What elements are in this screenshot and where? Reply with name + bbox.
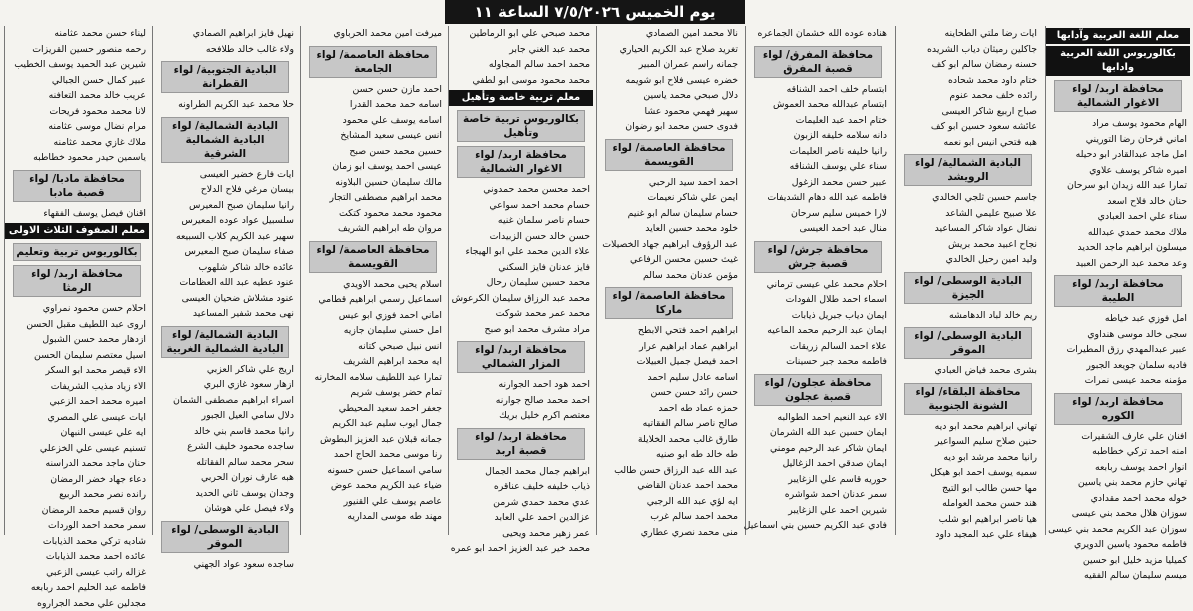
candidate-name: بيسان مرغي فلاح الدلاح xyxy=(153,182,297,198)
column-1 xyxy=(1045,26,1190,535)
district-heading: محافظة العاصمة/ لواء القويسمة xyxy=(605,139,733,171)
candidate-name: وعد محمد عبد الرحمن العبيد xyxy=(1046,256,1190,272)
candidate-name: رحمه منصور حسين القريزات xyxy=(5,42,149,58)
candidate-name: الاء قيصر محمد ابو السكر xyxy=(5,363,149,379)
candidate-name: ايات رضا ملتي الطحاينه xyxy=(896,26,1040,42)
category-heading: معلم اللغة العربية وآدابها xyxy=(1046,28,1190,44)
candidate-name: ملاك محمد حمدي عبدالله xyxy=(1046,225,1190,241)
candidate-name: ايمان شاكر عبد الرحيم مومني xyxy=(746,441,890,457)
district-heading: بكالوريوس تربية خاصة وتأهيل xyxy=(457,110,585,142)
candidate-name: اميره محمد احمد الزعبي xyxy=(5,394,149,410)
candidate-name: اقنان فيصل يوسف الفقهاء xyxy=(5,206,149,222)
candidate-name: حسام محمد احمد سواعي xyxy=(449,198,593,214)
candidate-name: مؤمنه محمد عيسى نمرات xyxy=(1046,373,1190,389)
candidate-name: ايه محمد ابراهيم الشريف xyxy=(301,354,445,370)
candidate-name: عمر زهير محمد ويحيى xyxy=(449,526,593,542)
candidate-name: الاء زياد مذيب الشريفات xyxy=(5,379,149,395)
candidate-name: سامي اسماعيل حسن حسونه xyxy=(301,463,445,479)
candidate-name: مالك سليمان حسين البلاونه xyxy=(301,175,445,191)
candidate-name: جاكلين رميثان دياب الشريده xyxy=(896,42,1040,58)
candidate-name: محمد عبد الرزاق سليمان الكرعوش xyxy=(449,291,593,307)
candidate-name: وجدان يوسف ثاني الحديد xyxy=(153,486,297,502)
candidate-name: اروى عبد اللطيف مقبل الحسن xyxy=(5,317,149,333)
candidate-name: سجى خالد موسى هنداوي xyxy=(1046,327,1190,343)
candidate-name: ملاك غازي محمد عثامنه xyxy=(5,135,149,151)
candidate-name: خوله محمد احمد مقدادي xyxy=(1046,491,1190,507)
column-5 xyxy=(448,26,593,535)
candidate-name: ميسم سليمان سالم الفقيه xyxy=(1046,568,1190,584)
candidate-name: اريج علي شاكر العزبي xyxy=(153,362,297,378)
candidate-name: صفاء سليمان صبح المعيرس xyxy=(153,244,297,260)
district-heading: محافظة مادبا/ لواء قصبة مادبا xyxy=(13,170,141,202)
candidate-name: تسنيم عيسى علي الخزعلي xyxy=(5,441,149,457)
district-heading: البادية الجنوبية/ لواء القطرانة xyxy=(161,61,289,93)
candidate-name: تغريد صلاح عبد الكريم الحياري xyxy=(597,42,741,58)
candidate-name: فادي عبد الكريم حسين بني اسماعيل xyxy=(746,518,890,534)
candidate-name: اسامه عادل سليم احمد xyxy=(597,370,741,386)
candidate-name: ازدهار محمد حسن الشبول xyxy=(5,332,149,348)
candidate-name: رانيا محمد قاسم بني خالد xyxy=(153,424,297,440)
district-heading: محافظة اربد/ لواء الرمثا xyxy=(13,265,141,297)
candidate-name: مراد مشرف محمد ابو صبح xyxy=(449,322,593,338)
district-heading: محافظة اربد/ لواء الطيبة xyxy=(1054,275,1182,307)
candidate-name: رانيا محمد مرشد ابو ديه xyxy=(896,450,1040,466)
candidate-name: محمد احمد سالم غرب xyxy=(597,509,741,525)
candidate-name: عبير كمال حسن الجبالي xyxy=(5,73,149,89)
candidate-name: اسلام يحيى محمد الاويدي xyxy=(301,277,445,293)
district-heading: محافظة العاصمة/ لواء الجامعة xyxy=(309,46,437,78)
candidate-name: تمام حضر يوسف شريم xyxy=(301,385,445,401)
candidate-name: ابتسام عبدالله محمد العموش xyxy=(746,97,890,113)
candidate-name: عنود عطيه عبد الله العظامات xyxy=(153,275,297,291)
candidate-name: احمد احمد سيد الرحبي xyxy=(597,175,741,191)
candidate-name: عبد الله عبد الرزاق حسن طالب xyxy=(597,463,741,479)
category-heading: معلم تربية خاصة وتأهيل xyxy=(449,90,593,106)
candidate-name: كميليا مزيد خليل ابو حسين xyxy=(1046,553,1190,569)
candidate-name: غزاله راتب عيسى الزعبي xyxy=(5,565,149,581)
candidate-name: روان قسيم محمد الرمضان xyxy=(5,503,149,519)
candidate-name: خضره عيسى فلاح ابو شويمه xyxy=(597,73,741,89)
candidate-name: انس عيسى سعيد المشايخ xyxy=(301,128,445,144)
candidate-name: ايات فارع خضير العيسى xyxy=(153,167,297,183)
candidate-name: محمد حسين سليمان رحال xyxy=(449,275,593,291)
candidate-name: ختام داود محمد شحاده xyxy=(896,73,1040,89)
district-heading: البادية الوسطى/ لواء الموقر xyxy=(161,521,289,553)
candidate-name: حسين محمد حسن صبح xyxy=(301,144,445,160)
candidate-name: الهام محمود يوسف مراد xyxy=(1046,116,1190,132)
candidate-name: جعفر احمد سعيد المحيطي xyxy=(301,401,445,417)
candidate-name: محمود محمد محمود كتكت xyxy=(301,206,445,222)
district-heading: محافظة عجلون/ لواء قصبة عجلون xyxy=(754,374,882,406)
district-heading: محافظة اربد/ لواء الاغوار الشمالية xyxy=(457,146,585,178)
candidate-name: حسام سليمان سالم ابو غنيم xyxy=(597,206,741,222)
candidate-name: سناء علي يوسف الشناقه xyxy=(746,159,890,175)
candidate-name: مجدلين علي محمد الجراروه xyxy=(5,596,149,611)
district-heading: البادية الشمالية/ لواء البادية الشمالية الشرقية xyxy=(161,117,289,163)
candidate-name: علاء احمد السالم زريقات xyxy=(746,339,890,355)
candidate-name: احمد مازن حسن حسن xyxy=(301,82,445,98)
column-3 xyxy=(745,26,890,535)
candidate-name: لانا محمد محمود فريحات xyxy=(5,104,149,120)
candidate-name: رنا موسى محمد الحاج احمد xyxy=(301,447,445,463)
candidate-name: هبه فتحي انيس ابو نعمه xyxy=(896,135,1040,151)
candidate-name: ليناء حسن محمد عثامنه xyxy=(5,26,149,42)
candidate-name: حنان ماجد محمد الدراسنه xyxy=(5,456,149,472)
candidate-name: دانه سلامه خليفه الزبون xyxy=(746,128,890,144)
candidate-name: احمد هود احمد الجوارنه xyxy=(449,377,593,393)
district-heading: محافظة اربد/ لواء المزار الشمالي xyxy=(457,341,585,373)
candidate-name: دلال صبحي محمد ياسين xyxy=(597,88,741,104)
candidate-name: حسن رائد حسن حسن xyxy=(597,385,741,401)
candidate-name: اسماعيل رسمي ابراهيم قطامي xyxy=(301,292,445,308)
candidate-name: منى محمد نصري عطاري xyxy=(597,525,741,541)
candidate-name: اسراء ابراهيم مصطفى الشمان xyxy=(153,393,297,409)
page-title: يوم الخميس ٧/٥/٢٠٢٦ الساعة ١١ xyxy=(445,0,745,24)
candidate-name: صالح ناصر سالم الفقاتيه xyxy=(597,416,741,432)
candidate-name: سناء علي احمد العبادي xyxy=(1046,209,1190,225)
candidate-name: اسيل معتصم سليمان الحسن xyxy=(5,348,149,364)
district-heading: محافظة اربد/ لواء قصبة اربد xyxy=(457,428,585,460)
column-6 xyxy=(300,26,445,535)
column-4 xyxy=(596,26,741,535)
column-8 xyxy=(4,26,149,535)
candidate-name: اسامه يوسف علي محمود xyxy=(301,113,445,129)
candidate-name: مروان طه ابراهيم الشريف xyxy=(301,221,445,237)
candidate-name: لارا خميس سليم سرحان xyxy=(746,206,890,222)
district-heading: محافظة العاصمة/ لواء ماركا xyxy=(605,287,733,319)
candidate-name: حمزه عماد طه احمد xyxy=(597,401,741,417)
district-heading: البادية الشمالية/ لواء البادية الشمالية الغربية xyxy=(161,326,289,358)
candidate-name: غيث حسين محسن الرفاعي xyxy=(597,252,741,268)
candidate-name: دلال سامي العيل الجبور xyxy=(153,408,297,424)
candidate-name: ولاء فيصل علي هوشان xyxy=(153,501,297,517)
candidate-name: سوزان هلال محمد بني عيسى xyxy=(1046,506,1190,522)
candidate-name: عبد الرؤوف ابراهيم جهاد الخصيلات xyxy=(597,237,741,253)
candidate-name: عبير حسن محمد الزغول xyxy=(746,175,890,191)
column-7 xyxy=(152,26,297,535)
candidate-name: حسام ناصر سلمان غنيه xyxy=(449,213,593,229)
candidate-name: سميه يوسف احمد ابو هيكل xyxy=(896,465,1040,481)
candidate-name: حوريه قاسم علي الزغايبر xyxy=(746,472,890,488)
candidate-name: ايمان دياب جبريل ذيابات xyxy=(746,308,890,324)
candidate-name: هيفاء علي عبد المجيد داود xyxy=(896,527,1040,543)
candidate-name: رانده نصر محمد الربيع xyxy=(5,487,149,503)
candidate-name: شيرين عبد الحميد يوسف الخطيب xyxy=(5,57,149,73)
candidate-name: عزالدين احمد علي العابد xyxy=(449,510,593,526)
candidate-name: تمارا عبد الله زيدان ابو سرحان xyxy=(1046,178,1190,194)
district-heading: محافظة جرش/ لواء قصبة جرش xyxy=(754,241,882,273)
candidate-name: شاديه تركي محمد الذيابات xyxy=(5,534,149,550)
district-heading: محافظة اربد/ لواء الكوره xyxy=(1054,393,1182,425)
candidate-name: ابراهيم عماد ابراهيم عرار xyxy=(597,339,741,355)
candidate-name: افنان علي عارف الشقيرات xyxy=(1046,429,1190,445)
candidate-name: ياسمين حيدر محمود خطاطبه xyxy=(5,150,149,166)
candidate-name: محمد عمر محمد شوكت xyxy=(449,306,593,322)
candidate-name: جاسم حسين ثلجي الخالدي xyxy=(896,190,1040,206)
candidate-name: عائشه سعود حسين ابو كف xyxy=(896,119,1040,135)
candidate-name: انوار احمد يوسف ربابعه xyxy=(1046,460,1190,476)
candidate-name: وليد امين رحيل الخالدي xyxy=(896,252,1040,268)
candidate-name: احمد محسن محمد حمدوني xyxy=(449,182,593,198)
candidate-name: فدوى حسن محمد ابو رضوان xyxy=(597,119,741,135)
candidate-name: ايات عيسى علي المصري xyxy=(5,410,149,426)
candidate-name: تمارا عبد اللطيف سلامه المخارنه xyxy=(301,370,445,386)
district-heading: محافظة البلقاء/ لواء الشونة الجنوبية xyxy=(904,383,1032,415)
candidate-name: احلام حسن محمود نمراوي xyxy=(5,301,149,317)
candidate-name: سحر محمد سالم الفقاتله xyxy=(153,455,297,471)
candidate-name: نهى محمد شفير المساعيد xyxy=(153,306,297,322)
candidate-name: ايمن علي شاكر نعيمات xyxy=(597,190,741,206)
candidate-name: ولاء غالب خالد طلافحه xyxy=(153,42,297,58)
candidate-name: محمد خير عبد العزيز احمد ابو عمره xyxy=(449,541,593,557)
candidate-name: اماني فرحان رضا التوريني xyxy=(1046,132,1190,148)
candidate-name: محمد محمود موسى ابو لطفي xyxy=(449,73,593,89)
candidate-name: علاء الدين محمد علي ابو الهيجاء xyxy=(449,244,593,260)
candidate-name: معتصم اكرم خليل بريك xyxy=(449,408,593,424)
district-heading: محافظة المفرق/ لواء قصبة المفرق xyxy=(754,46,882,78)
candidate-name: جمانه راسم عمران المبير xyxy=(597,57,741,73)
candidate-name: سهير عبد الكريم كلاب السبيعه xyxy=(153,229,297,245)
candidate-name: نجاح اعبيد محمد بريش xyxy=(896,237,1040,253)
district-heading: محافظة اربد/ لواء الاغوار الشمالية xyxy=(1054,80,1182,112)
candidate-name: جمال ايوب سليم عبد الكريم xyxy=(301,416,445,432)
candidate-name: سمر محمد احمد الوردات xyxy=(5,518,149,534)
candidate-name: اميره شاكر يوسف علاوي xyxy=(1046,163,1190,179)
candidate-name: احمد محمد صالح جوارنه xyxy=(449,393,593,409)
candidate-name: رانيا خليفه ناصر العليمات xyxy=(746,144,890,160)
candidate-name: فاديه سلمان جويعد الجبور xyxy=(1046,358,1190,374)
candidate-name: هناده عوده الله خشمان الجماعره xyxy=(746,26,890,42)
candidate-name: امل ماجد عبدالقادر ابو دحيله xyxy=(1046,147,1190,163)
candidate-name: سوزان عبد الكريم محمد بني عيسى xyxy=(1046,522,1190,538)
candidate-name: اسامه حمد محمد القدرا xyxy=(301,97,445,113)
candidate-name: امنه احمد تركي خطاطبه xyxy=(1046,444,1190,460)
candidate-name: فاطمه عبد الله دهام الشديفات xyxy=(746,190,890,206)
candidate-name: ايمان حسين عبد الله الشرمان xyxy=(746,425,890,441)
district-heading: بكالوريوس تربية وتعليم xyxy=(13,243,141,261)
candidate-name: محمد احمد سالم المجاوله xyxy=(449,57,593,73)
candidate-name: تهاني ابراهيم محمد ابو ديه xyxy=(896,419,1040,435)
candidate-name: حسن خالد حسن الزبيدات xyxy=(449,229,593,245)
candidate-name: شيرين احمد علي الزغايبر xyxy=(746,503,890,519)
candidate-name: منال عبد احمد العيسى xyxy=(746,221,890,237)
candidate-name: عائده احمد محمد الذيابات xyxy=(5,549,149,565)
candidate-name: محمد صبحي علي ابو الرماطين xyxy=(449,26,593,42)
candidate-name: انس نبيل صبحي كتانه xyxy=(301,339,445,355)
candidate-name: خلود محمد حسين العايد xyxy=(597,221,741,237)
candidate-name: حنان خالد فلاح اسعد xyxy=(1046,194,1190,210)
candidate-name: ايمان عبد الرحيم محمد الماعيه xyxy=(746,323,890,339)
candidate-name: ختام احمد عبد العليمات xyxy=(746,113,890,129)
candidate-name: نالا محمد امين الصمادي xyxy=(597,26,741,42)
candidate-name: عدي محمد حمدي شرمن xyxy=(449,495,593,511)
candidate-name: فايز عدنان فايز السكني xyxy=(449,260,593,276)
candidate-name: عريب خالد محمد التعافنه xyxy=(5,88,149,104)
candidate-name: ذياب خليفه خليف عناقره xyxy=(449,479,593,495)
candidate-name: مرام نضال موسى عثامنه xyxy=(5,119,149,135)
candidate-name: اماني احمد فوزي ابو عيس xyxy=(301,308,445,324)
candidate-name: حلا محمد عبد الكريم الطراونه xyxy=(153,97,297,113)
candidate-name: مهند طه موسى المداريه xyxy=(301,509,445,525)
candidate-name: ضياء عبد الكريم محمد عوض xyxy=(301,478,445,494)
candidate-name: ازهار سعود غازي البري xyxy=(153,377,297,393)
candidate-name: جمانه قبلان عبد العزيز البطوش xyxy=(301,432,445,448)
candidate-name: رائده خلف محمد عنوم xyxy=(896,88,1040,104)
district-heading: البادية الوسطى/ لواء الموقر xyxy=(904,327,1032,359)
candidate-name: حسنه رمضان سالم ابو كف xyxy=(896,57,1040,73)
candidate-name: ميسلون ابراهيم ماجد الحديد xyxy=(1046,240,1190,256)
candidate-name: ساجده سعود عواد الجهني xyxy=(153,557,297,573)
candidate-name: الاء عبد النعيم احمد الطوالبه xyxy=(746,410,890,426)
candidate-name: ميرفت امين محمد الحرباوي xyxy=(301,26,445,42)
candidate-name: محمد ابراهيم مصطفى التجار xyxy=(301,190,445,206)
district-heading: البادية الوسطى/ لواء الجيزة xyxy=(904,272,1032,304)
category-heading: بكالوريوس اللغة العربية وادابها xyxy=(1046,46,1190,76)
candidate-name: هبه عارف نوران الحربي xyxy=(153,470,297,486)
candidate-name: صباح اربيع شاكر العيسى xyxy=(896,104,1040,120)
candidate-name: سلسبيل عواد عوده المعيرس xyxy=(153,213,297,229)
candidate-name: حنين صلاح سليم السواعير xyxy=(896,434,1040,450)
candidate-name: سمر عدنان احمد شواشره xyxy=(746,487,890,503)
candidate-name: هند حسن محمد العوامله xyxy=(896,496,1040,512)
candidate-name: احلام محمد علي عيسى ترماني xyxy=(746,277,890,293)
candidate-name: فاطمه محمد جبر حسينات xyxy=(746,354,890,370)
candidate-name: امل فوزي عبد خياطه xyxy=(1046,311,1190,327)
candidate-name: عبير عبدالمهدي رزق المطيرات xyxy=(1046,342,1190,358)
candidate-name: ابراهيم جمال محمد الجمال xyxy=(449,464,593,480)
candidate-name: فاطمه عبد الحليم احمد ربابعه xyxy=(5,580,149,596)
candidate-name: تهاني حازم محمد بني ياسين xyxy=(1046,475,1190,491)
candidate-name: ايه لؤي عبد الله الرجبي xyxy=(597,494,741,510)
candidate-name: طه خالد طه ابو صنيه xyxy=(597,447,741,463)
candidate-name: ايمان صدقي احمد الزغاليل xyxy=(746,456,890,472)
candidate-name: نضال عواد شاكر المساعيد xyxy=(896,221,1040,237)
candidate-name: ريم خالد لباد الدهامشه xyxy=(896,308,1040,324)
candidate-name: عاصم يوسف علي القنيور xyxy=(301,494,445,510)
candidate-name: بشرى محمد فياض العبادي xyxy=(896,363,1040,379)
candidate-name: عيسى احمد يوسف ابو زمان xyxy=(301,159,445,175)
candidate-name: عائده خالد شاكر شلهوب xyxy=(153,260,297,276)
candidate-name: امل حسني سليمان جازيه xyxy=(301,323,445,339)
candidate-name: سهير فهمي محمود عشا xyxy=(597,104,741,120)
candidate-name: طارق غالب محمد الخلايلة xyxy=(597,432,741,448)
candidate-name: اسماء احمد طلال الفودات xyxy=(746,292,890,308)
candidate-name: مها حسن طالب ابو التيج xyxy=(896,481,1040,497)
candidate-name: نهيل فايز ابراهيم الصمادي xyxy=(153,26,297,42)
category-heading: معلم الصفوف الثلاث الاولى xyxy=(5,223,149,239)
candidate-name: مؤمن عدنان محمد سالم xyxy=(597,268,741,284)
candidate-name: هيا ناصر ابراهيم ابو شلب xyxy=(896,512,1040,528)
candidate-name: محمد احمد عدنان القاضي xyxy=(597,478,741,494)
candidate-name: احمد فيصل جميل العبيلات xyxy=(597,354,741,370)
candidate-name: رانيا سليمان صبح المعيرس xyxy=(153,198,297,214)
candidate-name: علا صبيح عليمي الشاعد xyxy=(896,206,1040,222)
candidate-name: ساجده محمود خليف الشرع xyxy=(153,439,297,455)
district-heading: محافظة العاصمة/ لواء القويسمة xyxy=(309,241,437,273)
candidate-name: عنود مشلاش ضحيان العيسى xyxy=(153,291,297,307)
district-heading: البادية الشمالية/ لواء الرويشد xyxy=(904,154,1032,186)
column-2 xyxy=(895,26,1040,535)
candidate-name: محمد عبد الغني جابر xyxy=(449,42,593,58)
candidate-name: ابتسام خلف احمد الشناقه xyxy=(746,82,890,98)
candidate-name: دعاء جهاد خضر الرمضان xyxy=(5,472,149,488)
candidate-name: ابراهيم احمد فتحي الابطح xyxy=(597,323,741,339)
candidate-name: فاطمه محمود ياسين الدويري xyxy=(1046,537,1190,553)
candidate-name: ايه علي عيسى النبهان xyxy=(5,425,149,441)
